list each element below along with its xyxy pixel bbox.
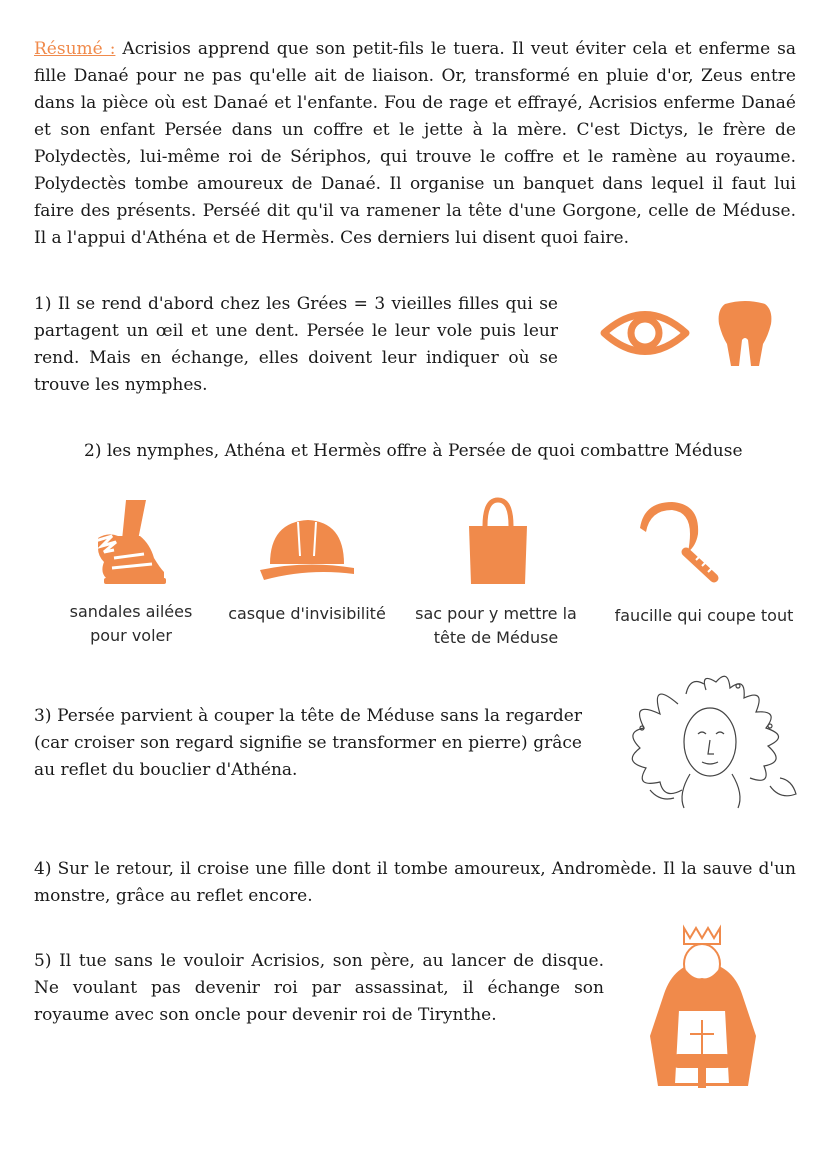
helmet-icon [258,516,356,582]
helmet-caption: casque d'invisibilité [228,604,386,623]
tooth-icon [717,300,773,368]
bag-icon [465,496,531,586]
winged-sandal-icon [88,496,168,588]
summary-label: Résumé : [34,39,116,59]
eye-icon [600,304,690,362]
step-1-text: 1) Il se rend d'abord chez les Grées = 3 vieilles filles qui se partagent un œil et une dent. Persée le leur vole puis leur rend. Mais en échange, elles doivent leur indiquer où se trouve les nymphes. [34,294,558,395]
king-illustration [644,924,762,1088]
step-4-text: 4) Sur le retour, il croise une fille dont il tombe amoureux, Andromède. Il la sauve d'un monstre, grâce au reflet encore. [34,859,796,906]
step-3-text: 3) Persée parvient à couper la tête de Méduse sans la regarder (car croiser son regard signifie se transformer en pierre) grâce au reflet du bouclier d'Athéna. [34,706,582,780]
sickle-icon [632,498,722,584]
summary-paragraph [34,36,796,252]
summary-text: Acrisios apprend que son petit-fils le tuera. Il veut éviter cela et enferme sa fille Danaé pour ne pas qu'elle ait de liaison. Or, transformé en pluie d'or, Zeus entre dans la pièce où est Danaé et l'enfante. Fou de rage et effrayé, Acrisios enferme Danaé et son enfant Persée dans un coffre et le jette à la mère. C'est Dictys, le frère de Polydectès, lui-même roi de Sériphos, qui trouve le coffre et le ramène au royaume. Polydectès tombe amoureux de Danaé. Il organise un banquet dans lequel il faut lui faire des présents. Perséé dit qu'il va ramener la tête d'une Gorgone, celle de Méduse. Il a l'appui d'Athéna et de Hermès. Ces derniers lui disent quoi faire. [34,39,796,248]
step-5-text: 5) Il tue sans le vouloir Acrisios, son père, au lancer de disque. Ne voulant pas devenir roi par assassinat, il échange son royaume avec son oncle pour devenir roi de Tirynthe. [34,951,604,1025]
bag-caption: sac pour y mettre la tête de Méduse [415,604,577,647]
medusa-head-illustration [620,670,800,810]
sickle-caption: faucille qui coupe tout [614,606,794,625]
sandals-caption: sandales ailées pour voler [69,602,193,645]
step-2-text: 2) les nymphes, Athéna et Hermès offre à Persée de quoi combattre Méduse [84,441,743,461]
